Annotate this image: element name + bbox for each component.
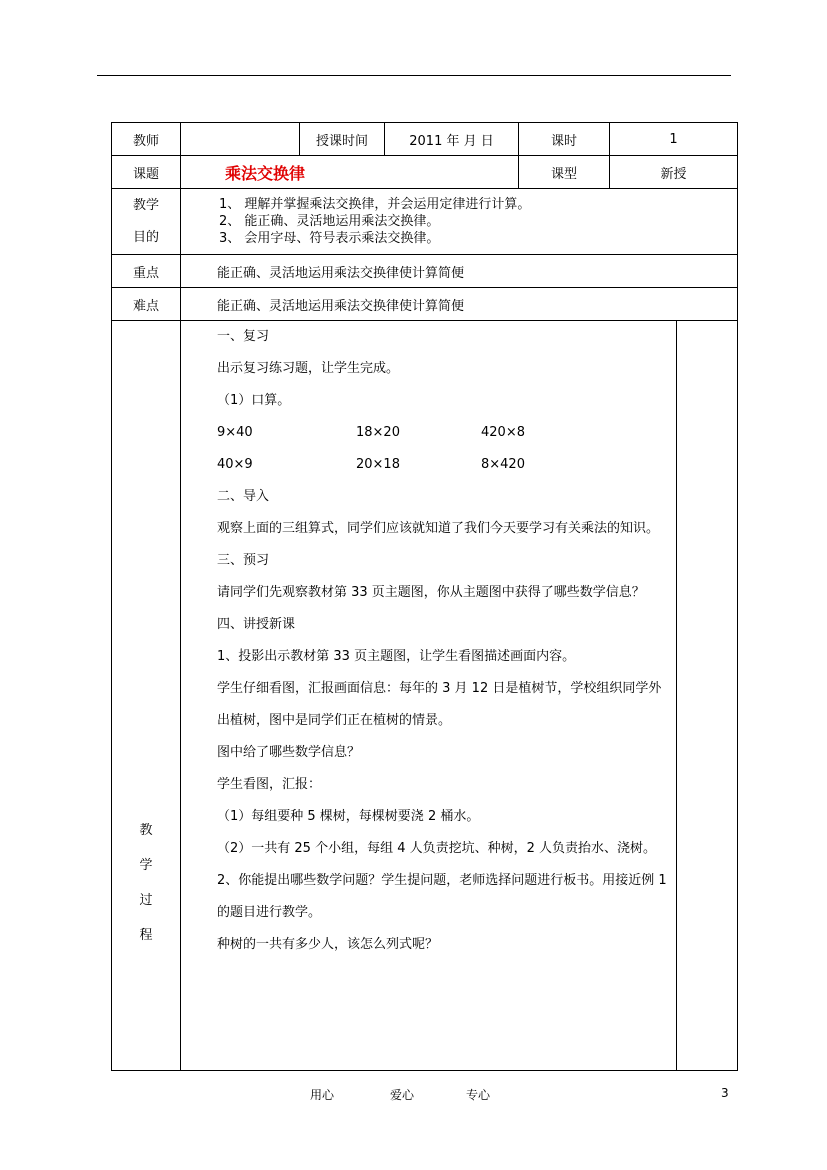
- header-row: [112, 123, 738, 156]
- report-1: （1）每组要种 5 棵树，每棵树要浇 2 桶水。: [217, 809, 480, 824]
- type-label: 课型: [519, 156, 610, 189]
- report-2: （2）一共有 25 个小组，每组 4 人负责挖坑、种树，2 人负责抬水、浇树。: [217, 841, 657, 856]
- goals-list: [181, 189, 738, 255]
- process-label: 教 学 过 程: [112, 321, 181, 1071]
- key-point-label: 重点: [112, 255, 181, 288]
- date-value: 2011 年 月 日: [385, 123, 519, 156]
- lesson-plan-table: [111, 122, 738, 1071]
- process-row: [112, 321, 738, 1071]
- final-question: 种树的一共有多少人，该怎么列式呢？: [217, 937, 439, 952]
- goal-item: 3、 会用字母、符号表示乘法交换律。: [219, 231, 440, 246]
- calc-item: 420×8: [481, 425, 525, 440]
- time-label: 授课时间: [300, 123, 385, 156]
- review-intro: 出示复习练习题，让学生完成。: [217, 361, 400, 376]
- goal-item: 2、 能正确、灵活地运用乘法交换律。: [219, 214, 440, 229]
- info-question: 图中给了哪些数学信息？: [217, 745, 361, 760]
- process-body: [181, 321, 677, 1071]
- goal-item: 1、 理解并掌握乘法交换律，并会运用定律进行计算。: [219, 197, 531, 212]
- calc-row: [217, 417, 668, 449]
- teacher-value: [181, 123, 300, 156]
- difficulty-text: 能正确、灵活地运用乘法交换律使计算简便: [181, 288, 738, 321]
- teacher-label: 教师: [112, 123, 181, 156]
- page-footer: [0, 1086, 827, 1102]
- calc-item: 40×9: [217, 457, 253, 472]
- new-lesson-heading: 四、讲授新课: [217, 617, 296, 632]
- report-intro: 学生看图，汇报：: [217, 777, 322, 792]
- topic-row: [112, 156, 738, 189]
- page-number: 3: [721, 1086, 729, 1100]
- preview-heading: 三、预习: [217, 553, 270, 568]
- topic-value: 乘法交换律: [181, 156, 519, 189]
- intro-heading: 二、导入: [217, 489, 270, 504]
- topic-label: 课题: [112, 156, 181, 189]
- calc-item: 8×420: [481, 457, 525, 472]
- step-1: 1、投影出示教材第 33 页主题图，让学生看图描述画面内容。: [217, 649, 576, 664]
- goals-row: [112, 189, 738, 255]
- oral-label: （1）口算。: [217, 393, 291, 408]
- key-point-text: 能正确、灵活地运用乘法交换律使计算简便: [181, 255, 738, 288]
- footer-word: 爱心: [390, 1088, 415, 1102]
- hours-value: 1: [610, 123, 738, 156]
- review-heading: 一、复习: [217, 329, 270, 344]
- hours-label: 课时: [519, 123, 610, 156]
- key-point-row: [112, 255, 738, 288]
- difficulty-label: 难点: [112, 288, 181, 321]
- difficulty-row: [112, 288, 738, 321]
- calc-item: 20×18: [356, 457, 400, 472]
- header-rule: [97, 75, 731, 76]
- type-value: 新授: [610, 156, 738, 189]
- calc-item: 18×20: [356, 425, 400, 440]
- step-1-detail: 学生仔细看图，汇报画面信息：每年的 3 月 12 日是植树节，学校组织同学外出植树，图中是同学们正在植树的情景。: [217, 681, 662, 728]
- goals-label: 教学 目的: [112, 189, 181, 255]
- calc-row: [217, 449, 668, 481]
- intro-text: 观察上面的三组算式，同学们应该就知道了我们今天要学习有关乘法的知识。: [217, 521, 660, 536]
- footer-word: 专心: [466, 1088, 491, 1102]
- step-2: 2、你能提出哪些数学问题？学生提问题，老师选择问题进行板书。用接近例 1 的题目进行教学。: [217, 873, 667, 920]
- preview-text: 请同学们先观察教材第 33 页主题图，你从主题图中获得了哪些数学信息？: [217, 585, 645, 600]
- footer-word: 用心: [310, 1088, 335, 1102]
- process-side-cell: [677, 321, 738, 1071]
- calc-item: 9×40: [217, 425, 253, 440]
